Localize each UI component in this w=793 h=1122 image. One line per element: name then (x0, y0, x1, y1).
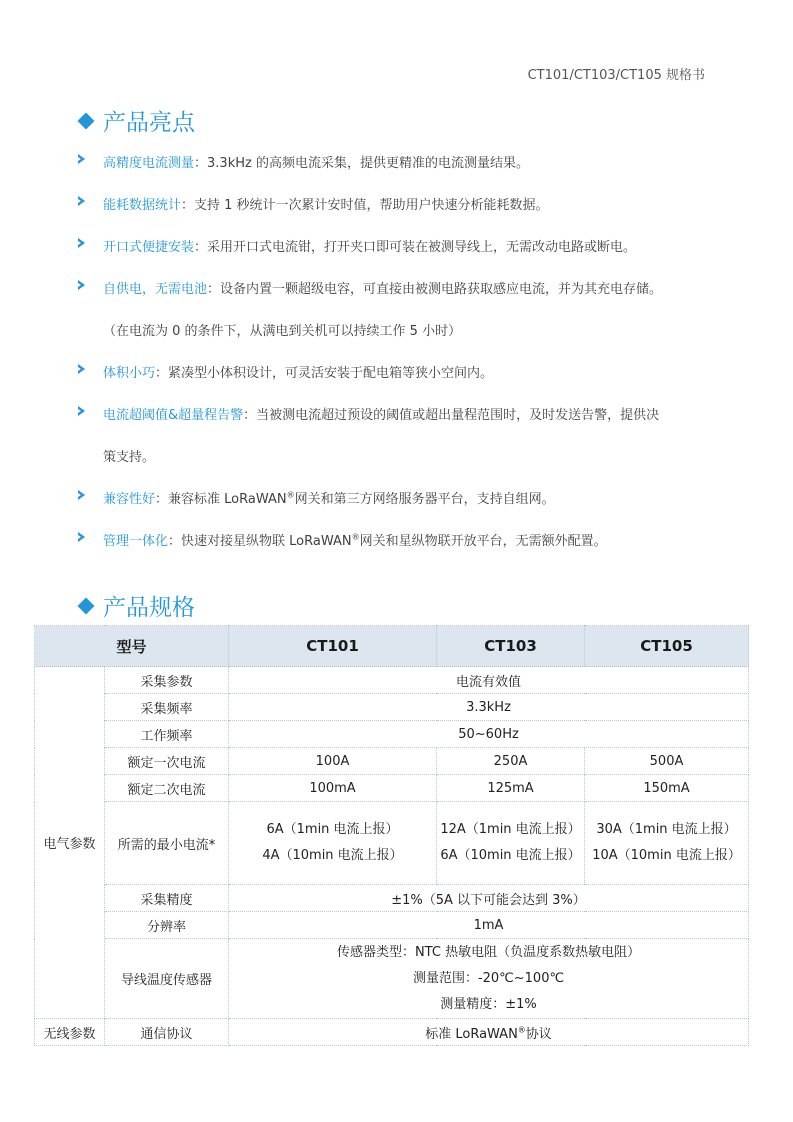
cell-line: 测量范围：-20℃~100℃ (412, 970, 565, 986)
item-key: 能耗数据统计 (103, 198, 182, 213)
item-continuation: 策支持。 (103, 450, 156, 465)
row-value: ±1%（5A 以下可能会达到 3%） (229, 885, 749, 912)
table-row (35, 721, 749, 748)
table-row (35, 939, 749, 1019)
cell-ct105: 150mA (585, 775, 749, 802)
diamond-icon (78, 597, 95, 614)
spec-table (34, 625, 749, 1046)
item-continuation: （在电流为 0 的条件下，从满电到关机可以持续工作 5 小时） (103, 324, 462, 339)
table-header-row (35, 626, 749, 667)
protocol-text-b: 协议 (525, 1026, 552, 1042)
item-text: ：紧凑型小体积设计，可灵活安装于配电箱等狭小空间内。 (155, 366, 494, 381)
item-text: ：采用开口式电流钳，打开夹口即可装在被测导线上，无需改动电路或断电。 (194, 240, 637, 255)
cell-line: 12A（1min 电流上报） (440, 822, 581, 837)
group-electrical: 电气参数 (35, 667, 105, 1019)
cell-ct101 (229, 802, 437, 885)
row-label: 通信协议 (105, 1019, 229, 1046)
cell-line: 30A（1min 电流上报） (596, 822, 737, 837)
item-key: 兼容性好 (103, 492, 156, 507)
header-ct101: CT101 (229, 626, 437, 667)
item-key: 高精度电流测量 (103, 156, 195, 171)
row-value: 50~60Hz (229, 721, 749, 748)
row-label: 采集频率 (105, 694, 229, 721)
table-row (35, 802, 749, 885)
cell-ct103: 125mA (437, 775, 585, 802)
item-text-b: 网关和第三方网络服务器平台，支持自组网。 (294, 492, 555, 507)
highlights-title: 产品亮点 (103, 110, 195, 136)
item-text-a: ：快速对接星纵物联 LoRaWAN (168, 534, 352, 549)
row-label: 采集参数 (105, 667, 229, 694)
cell-ct101: 100mA (229, 775, 437, 802)
registered-mark: ® (517, 1025, 526, 1035)
arrow-bullet-icon (78, 154, 85, 164)
item-text: ：支持 1 秒统计一次累计安时值，帮助用户快速分析能耗数据。 (181, 198, 549, 213)
table-row (35, 667, 749, 694)
table-row (35, 1019, 749, 1046)
arrow-bullet-icon (78, 406, 85, 416)
arrow-bullet-icon (78, 364, 85, 374)
cell-ct103 (437, 802, 585, 885)
row-label: 所需的最小电流* (105, 802, 229, 885)
table-row (35, 748, 749, 775)
cell-ct101: 100A (229, 748, 437, 775)
item-key: 管理一体化 (103, 534, 169, 549)
item-key: 开口式便捷安装 (103, 240, 195, 255)
row-label: 分辨率 (105, 912, 229, 939)
row-label: 额定二次电流 (105, 775, 229, 802)
cell-line: 6A（10min 电流上报） (440, 848, 581, 863)
item-key: 电流超阈值&超量程告警 (103, 408, 244, 423)
header-ct105: CT105 (585, 626, 749, 667)
document-title: CT101/CT103/CT105 规格书 (527, 68, 705, 83)
cell-line: 4A（10min 电流上报） (262, 848, 403, 863)
specs-title: 产品规格 (103, 595, 195, 621)
header-model: 型号 (35, 626, 229, 667)
cell-line: 10A（10min 电流上报） (592, 848, 741, 863)
table-row (35, 775, 749, 802)
protocol-text-a: 标准 LoRaWAN (425, 1026, 518, 1042)
table-row (35, 694, 749, 721)
row-value: 1mA (229, 912, 749, 939)
cell-ct105 (585, 802, 749, 885)
row-label: 工作频率 (105, 721, 229, 748)
row-value: 电流有效值 (229, 667, 749, 694)
item-text: ：3.3kHz 的高频电流采集，提供更精准的电流测量结果。 (194, 156, 529, 171)
row-label: 导线温度传感器 (105, 939, 229, 1019)
specs-heading (78, 589, 195, 622)
header-ct103: CT103 (437, 626, 585, 667)
arrow-bullet-icon (78, 490, 85, 500)
row-value (229, 1019, 749, 1046)
highlights-heading (78, 104, 195, 137)
item-text-b: 网关和星纵物联开放平台，无需额外配置。 (359, 534, 607, 549)
diamond-icon (78, 112, 95, 129)
table-row (35, 912, 749, 939)
arrow-bullet-icon (78, 196, 85, 206)
item-text: ：当被测电流超过预设的阈值或超出量程范围时，及时发送告警，提供决 (243, 408, 660, 423)
row-label: 额定一次电流 (105, 748, 229, 775)
arrow-bullet-icon (78, 238, 85, 248)
item-key: 体积小巧 (103, 366, 156, 381)
row-value: 3.3kHz (229, 694, 749, 721)
item-text-a: ：兼容标准 LoRaWAN (155, 492, 287, 507)
item-text: ：设备内置一颗超级电容，可直接由被测电路获取感应电流，并为其充电存储。 (207, 282, 663, 297)
cell-line: 6A（1min 电流上报） (266, 822, 399, 837)
group-wireless: 无线参数 (35, 1019, 105, 1046)
registered-mark: ® (351, 532, 360, 542)
row-value (229, 939, 749, 1019)
arrow-bullet-icon (78, 280, 85, 290)
item-key: 自供电，无需电池 (103, 282, 208, 297)
cell-ct103: 250A (437, 748, 585, 775)
cell-line: 传感器类型：NTC 热敏电阻（负温度系数热敏电阻） (336, 944, 641, 960)
table-row (35, 885, 749, 912)
cell-line: 测量精度：±1% (440, 996, 537, 1012)
arrow-bullet-icon (78, 532, 85, 542)
registered-mark: ® (286, 490, 295, 500)
cell-ct105: 500A (585, 748, 749, 775)
row-label: 采集精度 (105, 885, 229, 912)
